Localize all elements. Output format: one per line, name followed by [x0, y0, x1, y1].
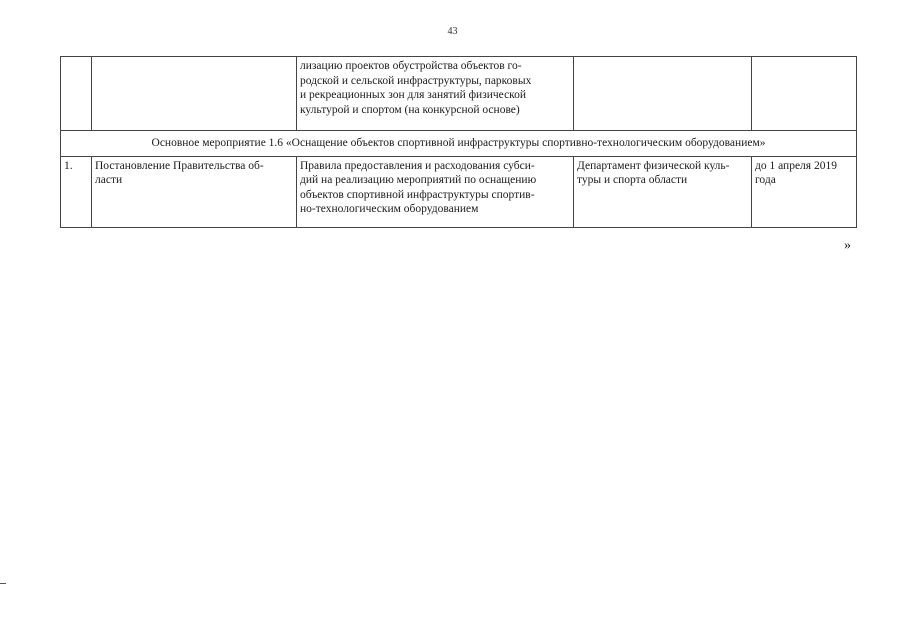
cell-doc-type	[92, 156, 297, 227]
table-row-continuation	[61, 57, 857, 131]
description-line: и рекреационных зон для занятий физической	[300, 89, 527, 101]
description-line: родской и сельской инфраструктуры, парковых	[300, 74, 532, 87]
cell-responsible	[574, 57, 752, 131]
description-line: культурой и спортом (на конкурсной основе)	[300, 103, 520, 116]
responsible-line: туры и спорта области	[577, 174, 688, 186]
table-row-section	[61, 131, 857, 157]
cell-responsible	[574, 156, 752, 227]
cell-deadline	[752, 57, 857, 131]
description-line: лизацию проектов обустройства объектов го-	[300, 60, 522, 72]
description-line: Правила предоставления и расходования субси-	[300, 159, 535, 172]
section-title: Основное мероприятие 1.6 «Оснащение объектов спортивной инфраструктуры спортивно-технологическим оборудованием»	[61, 131, 857, 157]
deadline-line: до 1 апреля 2019	[755, 159, 837, 172]
cell-num: 1.	[61, 156, 92, 227]
doc-type-line: ласти	[95, 174, 123, 186]
doc-type-line: Постановление Правительства об-	[95, 159, 264, 172]
description-line: дий на реализацию мероприятий по оснащению	[300, 174, 537, 186]
page-number: 43	[447, 26, 458, 37]
description-line: объектов спортивной инфраструктуры спортив-	[300, 188, 535, 201]
description-line: но-технологическим оборудованием	[300, 203, 479, 215]
cell-deadline	[752, 156, 857, 227]
table-row-item	[61, 156, 857, 227]
deadline-line: года	[755, 174, 776, 186]
closing-quote: »	[844, 238, 851, 253]
measures-table	[60, 56, 857, 228]
cell-doc-type	[92, 57, 297, 131]
margin-mark	[0, 583, 6, 584]
cell-num	[61, 57, 92, 131]
cell-description	[297, 156, 574, 227]
responsible-line: Департамент физической куль-	[577, 159, 730, 172]
cell-description	[297, 57, 574, 131]
